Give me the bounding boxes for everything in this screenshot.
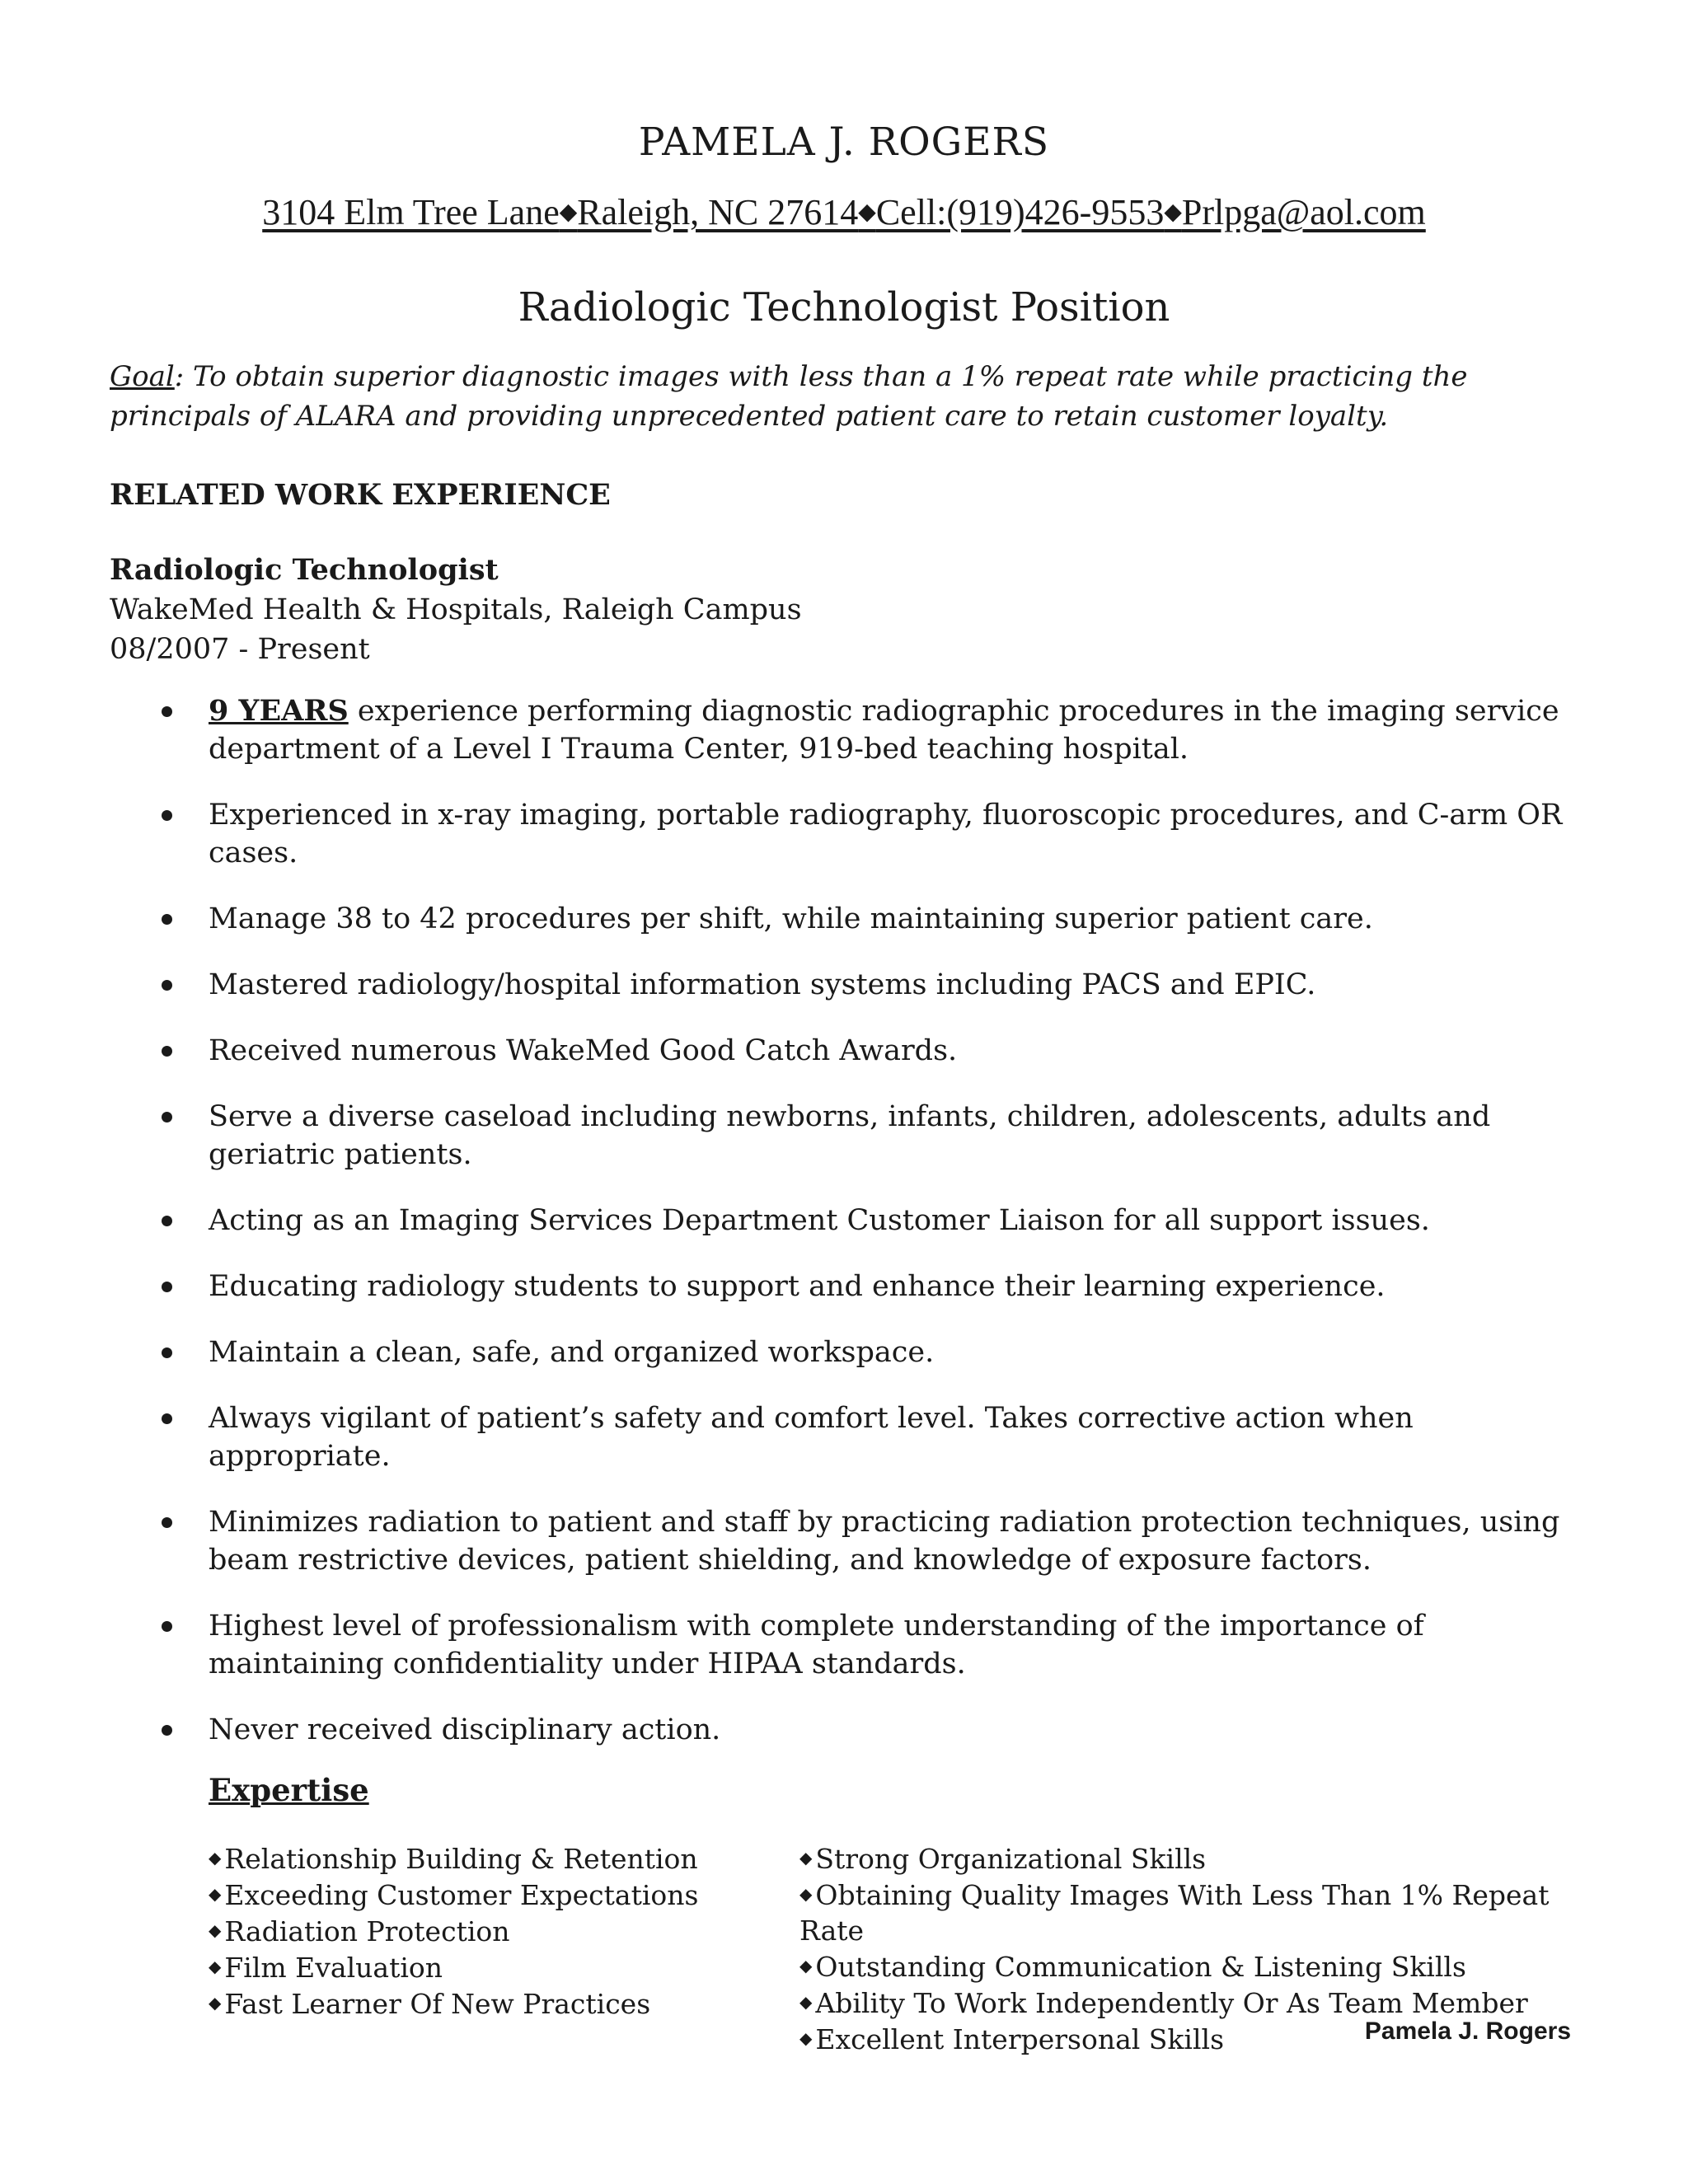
bullet-text: Serve a diverse caseload including newborns, infants, children, adolescents, adults and geriatric patients.: [209, 1100, 1491, 1171]
section-heading-expertise: Expertise: [209, 1772, 369, 1808]
expertise-item-label: Relationship Building & Retention: [224, 1843, 698, 1875]
expertise-item-label: Exceeding Customer Expectations: [224, 1879, 699, 1911]
contact-city: Raleigh, NC 27614: [577, 192, 859, 232]
bullet-text: experience performing diagnostic radiographic procedures in the imaging service department of a Level I Trauma Center, 919-bed teaching hospital.: [209, 695, 1559, 766]
diamond-bullet-icon: ◆: [799, 1956, 813, 1975]
bullet-text: Highest level of professionalism with complete understanding of the importance of maintaining confidentiality under HIPAA standards.: [209, 1610, 1424, 1680]
footer-name: Pamela J. Rogers: [1364, 2018, 1571, 2045]
experience-bullet: [148, 900, 1566, 938]
diamond-bullet-icon: ◆: [799, 1992, 813, 2012]
experience-bullet: [148, 1202, 1566, 1240]
experience-bullet: [148, 1032, 1566, 1070]
bullet-dot-icon: [162, 1621, 172, 1632]
contact-email: Prlpga@aol.com: [1181, 192, 1426, 232]
experience-bullet: [148, 1098, 1566, 1174]
applicant-name: PAMELA J. ROGERS: [638, 120, 1050, 165]
expertise-item: [799, 1985, 1591, 2021]
expertise-item-label: Outstanding Communication & Listening Skills: [815, 1951, 1466, 1983]
expertise-item-label: Fast Learner Of New Practices: [224, 1988, 651, 2020]
diamond-separator-icon: ◆: [559, 199, 578, 225]
bullet-dot-icon: [162, 914, 172, 925]
expertise-item: [799, 1840, 1591, 1877]
experience-bullet: [148, 966, 1566, 1004]
bullet-text: Maintain a clean, safe, and organized workspace.: [209, 1336, 935, 1369]
experience-bullet: [148, 1711, 1566, 1749]
expertise-item: [209, 1913, 785, 1949]
bullet-text: Experienced in x-ray imaging, portable radiography, fluoroscopic procedures, and C-arm OR cases.: [209, 799, 1563, 869]
goal-statement: [110, 357, 1585, 436]
bullet-dot-icon: [162, 1517, 172, 1528]
contact-line: [0, 191, 1688, 233]
diamond-bullet-icon: ◆: [209, 1884, 222, 1904]
expertise-item-label: Radiation Protection: [224, 1915, 510, 1947]
years-highlight: 9 YEARS: [209, 694, 349, 728]
bullet-text: Educating radiology students to support and enhance their learning experience.: [209, 1270, 1386, 1303]
expertise-item-label: Film Evaluation: [224, 1952, 443, 1984]
diamond-bullet-icon: ◆: [799, 2028, 813, 2048]
experience-bullet: [148, 1607, 1566, 1683]
bullet-text: Acting as an Imaging Services Department Customer Liaison for all support issues.: [209, 1204, 1430, 1237]
expertise-item-label: Obtaining Quality Images With Less Than 1% Repeat Rate: [799, 1879, 1550, 1947]
diamond-bullet-icon: ◆: [799, 1848, 813, 1868]
bullet-text: Manage 38 to 42 procedures per shift, while maintaining superior patient care.: [209, 902, 1373, 935]
expertise-item: [209, 1840, 785, 1877]
expertise-item: [209, 1949, 785, 1985]
expertise-item-label: Ability To Work Independently Or As Team Member: [815, 1987, 1528, 2019]
expertise-item: [799, 1877, 1591, 1948]
experience-bullet: [148, 1333, 1566, 1371]
experience-bullet: [148, 1503, 1566, 1579]
diamond-bullet-icon: ◆: [209, 1957, 222, 1976]
diamond-bullet-icon: ◆: [799, 1884, 813, 1904]
expertise-item-label: Strong Organizational Skills: [815, 1843, 1207, 1875]
bullet-dot-icon: [162, 1725, 172, 1736]
experience-bullet: [148, 796, 1566, 872]
experience-bullet: [148, 1268, 1566, 1305]
section-heading-experience: RELATED WORK EXPERIENCE: [110, 478, 611, 512]
bullet-dot-icon: [162, 980, 172, 991]
bullet-text: Minimizes radiation to patient and staff by practicing radiation protection techniques, using beam restrictive devices, patient shielding, and knowledge of exposure factors.: [209, 1506, 1560, 1577]
job-entry: [110, 551, 802, 669]
diamond-separator-icon: ◆: [1164, 199, 1182, 225]
expertise-item-label: Excellent Interpersonal Skills: [815, 2023, 1225, 2055]
position-title: Radiologic Technologist Position: [518, 284, 1170, 330]
bullet-dot-icon: [162, 1046, 172, 1057]
experience-bullet: [148, 692, 1566, 768]
bullet-text: Mastered radiology/hospital information systems including PACS and EPIC.: [209, 968, 1316, 1001]
bullet-dot-icon: [162, 1112, 172, 1122]
bullet-dot-icon: [162, 1347, 172, 1358]
job-employer: WakeMed Health & Hospitals, Raleigh Campus: [110, 593, 802, 626]
goal-text: : To obtain superior diagnostic images with less than a 1% repeat rate while practicing the principals of ALARA and providing unprecedented patient care to retain customer loyalty.: [110, 360, 1468, 433]
contact-address: 3104 Elm Tree Lane: [262, 192, 560, 232]
bullet-text: Always vigilant of patient’s safety and comfort level. Takes corrective action when appropriate.: [209, 1402, 1414, 1473]
diamond-bullet-icon: ◆: [209, 1848, 222, 1868]
bullet-dot-icon: [162, 1282, 172, 1292]
bullet-dot-icon: [162, 1216, 172, 1226]
contact-phone: Cell:(919)426-9553: [875, 192, 1165, 232]
experience-bullet: [148, 1399, 1566, 1475]
diamond-bullet-icon: ◆: [209, 1920, 222, 1940]
bullet-dot-icon: [162, 810, 172, 821]
diamond-separator-icon: ◆: [858, 199, 876, 225]
bullet-dot-icon: [162, 1413, 172, 1424]
expertise-list-left: [209, 1840, 785, 2022]
goal-label: Goal: [110, 360, 175, 393]
expertise-item: [209, 1877, 785, 1913]
job-title: Radiologic Technologist: [110, 553, 499, 587]
expertise-item: [209, 1985, 785, 2022]
expertise-item: [799, 1948, 1591, 1985]
bullet-text: Received numerous WakeMed Good Catch Awards.: [209, 1034, 958, 1067]
experience-bullet-list: [148, 692, 1566, 1777]
diamond-bullet-icon: ◆: [209, 1993, 222, 2013]
bullet-dot-icon: [162, 706, 172, 717]
job-dates: 08/2007 - Present: [110, 633, 370, 666]
bullet-text: Never received disciplinary action.: [209, 1713, 721, 1746]
